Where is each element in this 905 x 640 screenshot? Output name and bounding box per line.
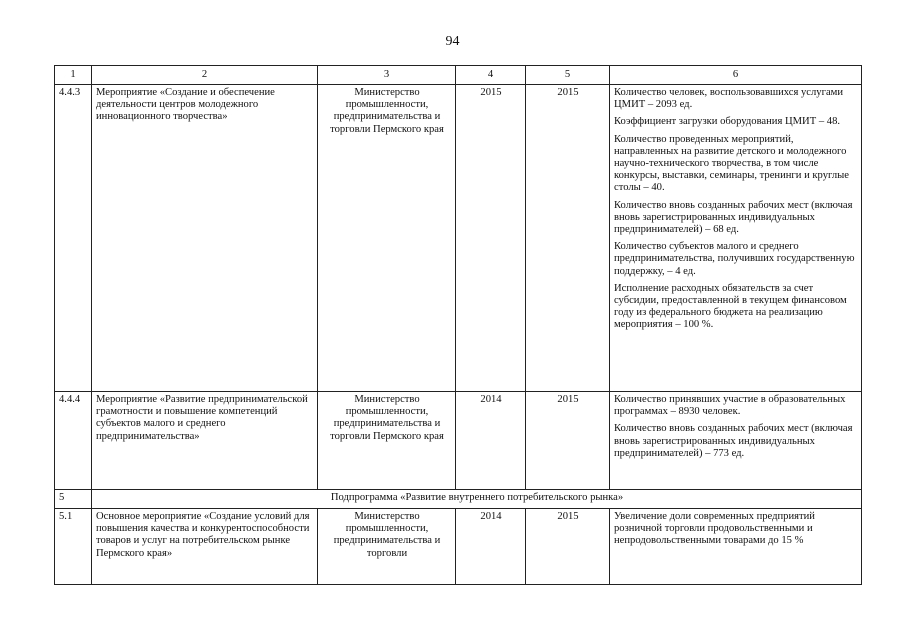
table-row (55, 392, 862, 490)
result-item: Количество вновь созданных рабочих мест (включая вновь зарегистрированных индивидуальных предпринимателей) – 68 ед. (614, 199, 853, 236)
table-row (55, 85, 862, 392)
item-number: 4.4.3 (55, 85, 92, 392)
result-item: Количество человек, воспользовавшихся услугами ЦМИТ – 2093 ед. (614, 87, 844, 111)
start-year: 2014 (456, 509, 526, 585)
item-number: 4.4.4 (55, 392, 92, 490)
start-year: 2014 (456, 392, 526, 490)
column-number: 3 (318, 66, 456, 85)
end-year: 2015 (526, 85, 610, 392)
result-item: Количество вновь созданных рабочих мест (включая вновь зарегистрированных индивидуальных предпринимателей) – 773 ед. (614, 423, 853, 459)
result-item: Количество проведенных мероприятий, направленных на развитие детского и молодежного научно-технического творчества, в том числе конкурсы, выставки, семинары, тренинги и круглые столы – 40. (614, 133, 849, 194)
responsible-executor: Министерство промышленности, предпринимательства и торговли Пермского края (318, 85, 456, 392)
column-number: 6 (610, 66, 862, 85)
start-year: 2015 (456, 85, 526, 392)
result-item: Количество субъектов малого и среднего предпринимательства, получивших государственную поддержку, – 4 ед. (614, 241, 855, 277)
activity-name: Мероприятие «Создание и обеспечение деятельности центров молодежного инновационного творчества» (92, 85, 318, 392)
expected-results: Увеличение доли современных предприятий розничной торговли продовольственными и непродовольственными товарами до 15 % (610, 509, 862, 585)
table-row (55, 509, 862, 585)
activity-name: Основное мероприятие «Создание условий для повышения качества и конкурентоспособности товаров и услуг на потребительском рынке Пермского края» (92, 509, 318, 585)
result-item: Исполнение расходных обязательств за счет субсидии, предоставленной в текущем финансовом году из федерального бюджета на реализацию мероприятия – 100 %. (614, 282, 847, 331)
result-item: Коэффициент загрузки оборудования ЦМИТ – 48. (614, 116, 841, 128)
end-year: 2015 (526, 509, 610, 585)
subprogram-title: Подпрограмма «Развитие внутреннего потребительского рынка» (92, 490, 862, 509)
expected-results (610, 392, 862, 490)
column-number: 5 (526, 66, 610, 85)
column-number: 1 (55, 66, 92, 85)
column-number: 4 (456, 66, 526, 85)
item-number: 5.1 (55, 509, 92, 585)
column-number-row (55, 66, 862, 85)
page-number: 94 (445, 34, 460, 49)
responsible-executor: Министерство промышленности, предпринимательства и торговли Пермского края (318, 392, 456, 490)
column-number: 2 (92, 66, 318, 85)
subprogram-row (55, 490, 862, 509)
result-item: Количество принявших участие в образовательных программах – 8930 человек. (614, 394, 846, 418)
end-year: 2015 (526, 392, 610, 490)
activity-name: Мероприятие «Развитие предпринимательской грамотности и повышение компетенций субъектов малого и среднего предпринимательства» (92, 392, 318, 490)
subprogram-number: 5 (55, 490, 92, 509)
program-table (54, 65, 862, 585)
expected-results (610, 85, 862, 392)
responsible-executor: Министерство промышленности, предпринимательства и торговли (318, 509, 456, 585)
